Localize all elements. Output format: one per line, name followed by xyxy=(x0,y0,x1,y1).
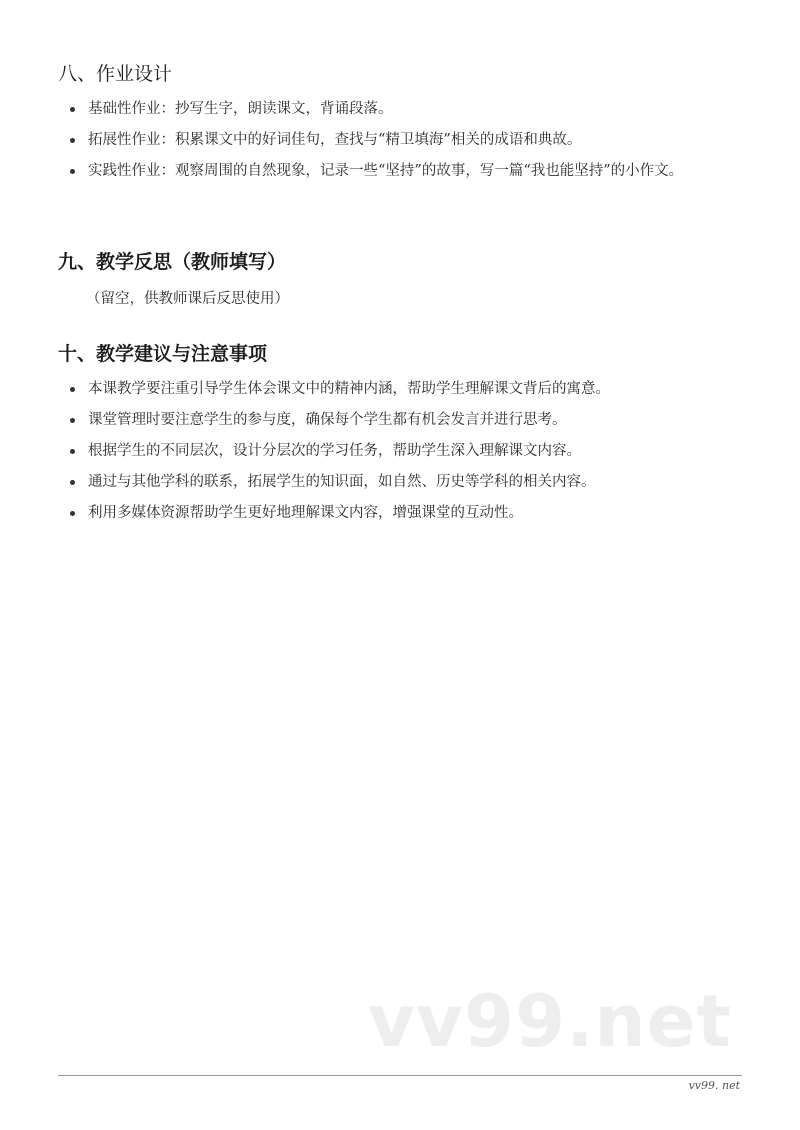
reflection-note: （留空，供教师课后反思使用） xyxy=(86,291,289,307)
list-item-text: 课堂管理时要注意学生的参与度，确保每个学生都有机会发言并进行思考。 xyxy=(88,412,567,428)
list-item-text: 基础性作业：抄写生字，朗读课文，背诵段落。 xyxy=(88,101,393,117)
bullet-icon xyxy=(70,169,75,174)
suggestions-list xyxy=(58,376,742,526)
section-heading: 九、教学反思（教师填写） xyxy=(58,251,287,273)
list-item xyxy=(78,500,742,526)
list-item xyxy=(78,407,742,433)
list-item xyxy=(78,158,742,184)
bullet-icon xyxy=(70,418,75,423)
watermark: vv99.net xyxy=(368,979,732,1063)
list-item xyxy=(78,96,742,122)
bullet-icon xyxy=(70,480,75,485)
list-item-text: 本课教学要注重引导学生体会课文中的精神内涵，帮助学生理解课文背后的寓意。 xyxy=(88,381,610,397)
section-teaching-reflection xyxy=(58,248,742,312)
bullet-icon xyxy=(70,107,75,112)
footer-divider xyxy=(58,1075,742,1076)
list-item-text: 通过与其他学科的联系，拓展学生的知识面，如自然、历史等学科的相关内容。 xyxy=(88,474,596,490)
list-item xyxy=(78,376,742,402)
bullet-icon xyxy=(70,387,75,392)
bullet-icon xyxy=(70,138,75,143)
homework-list xyxy=(58,96,742,184)
list-item-text: 利用多媒体资源帮助学生更好地理解课文内容，增强课堂的互动性。 xyxy=(88,505,523,521)
list-item-text: 实践性作业：观察周围的自然现象，记录一些“坚持”的故事，写一篇“我也能坚持”的小作文。 xyxy=(88,163,684,179)
list-item-text: 根据学生的不同层次，设计分层次的学习任务，帮助学生深入理解课文内容。 xyxy=(88,443,581,459)
list-item xyxy=(78,438,742,464)
bullet-icon xyxy=(70,449,75,454)
list-item xyxy=(78,469,742,495)
list-item-text: 拓展性作业：积累课文中的好词佳句，查找与“精卫填海”相关的成语和典故。 xyxy=(88,132,582,148)
footer-site-label: vv99. net xyxy=(688,1079,740,1092)
bullet-icon xyxy=(70,511,75,516)
section-heading: 十、教学建议与注意事项 xyxy=(58,343,268,365)
section-homework-design xyxy=(58,60,742,189)
section-heading: 八、作业设计 xyxy=(58,63,173,85)
section-teaching-suggestions xyxy=(58,340,742,531)
list-item xyxy=(78,127,742,153)
